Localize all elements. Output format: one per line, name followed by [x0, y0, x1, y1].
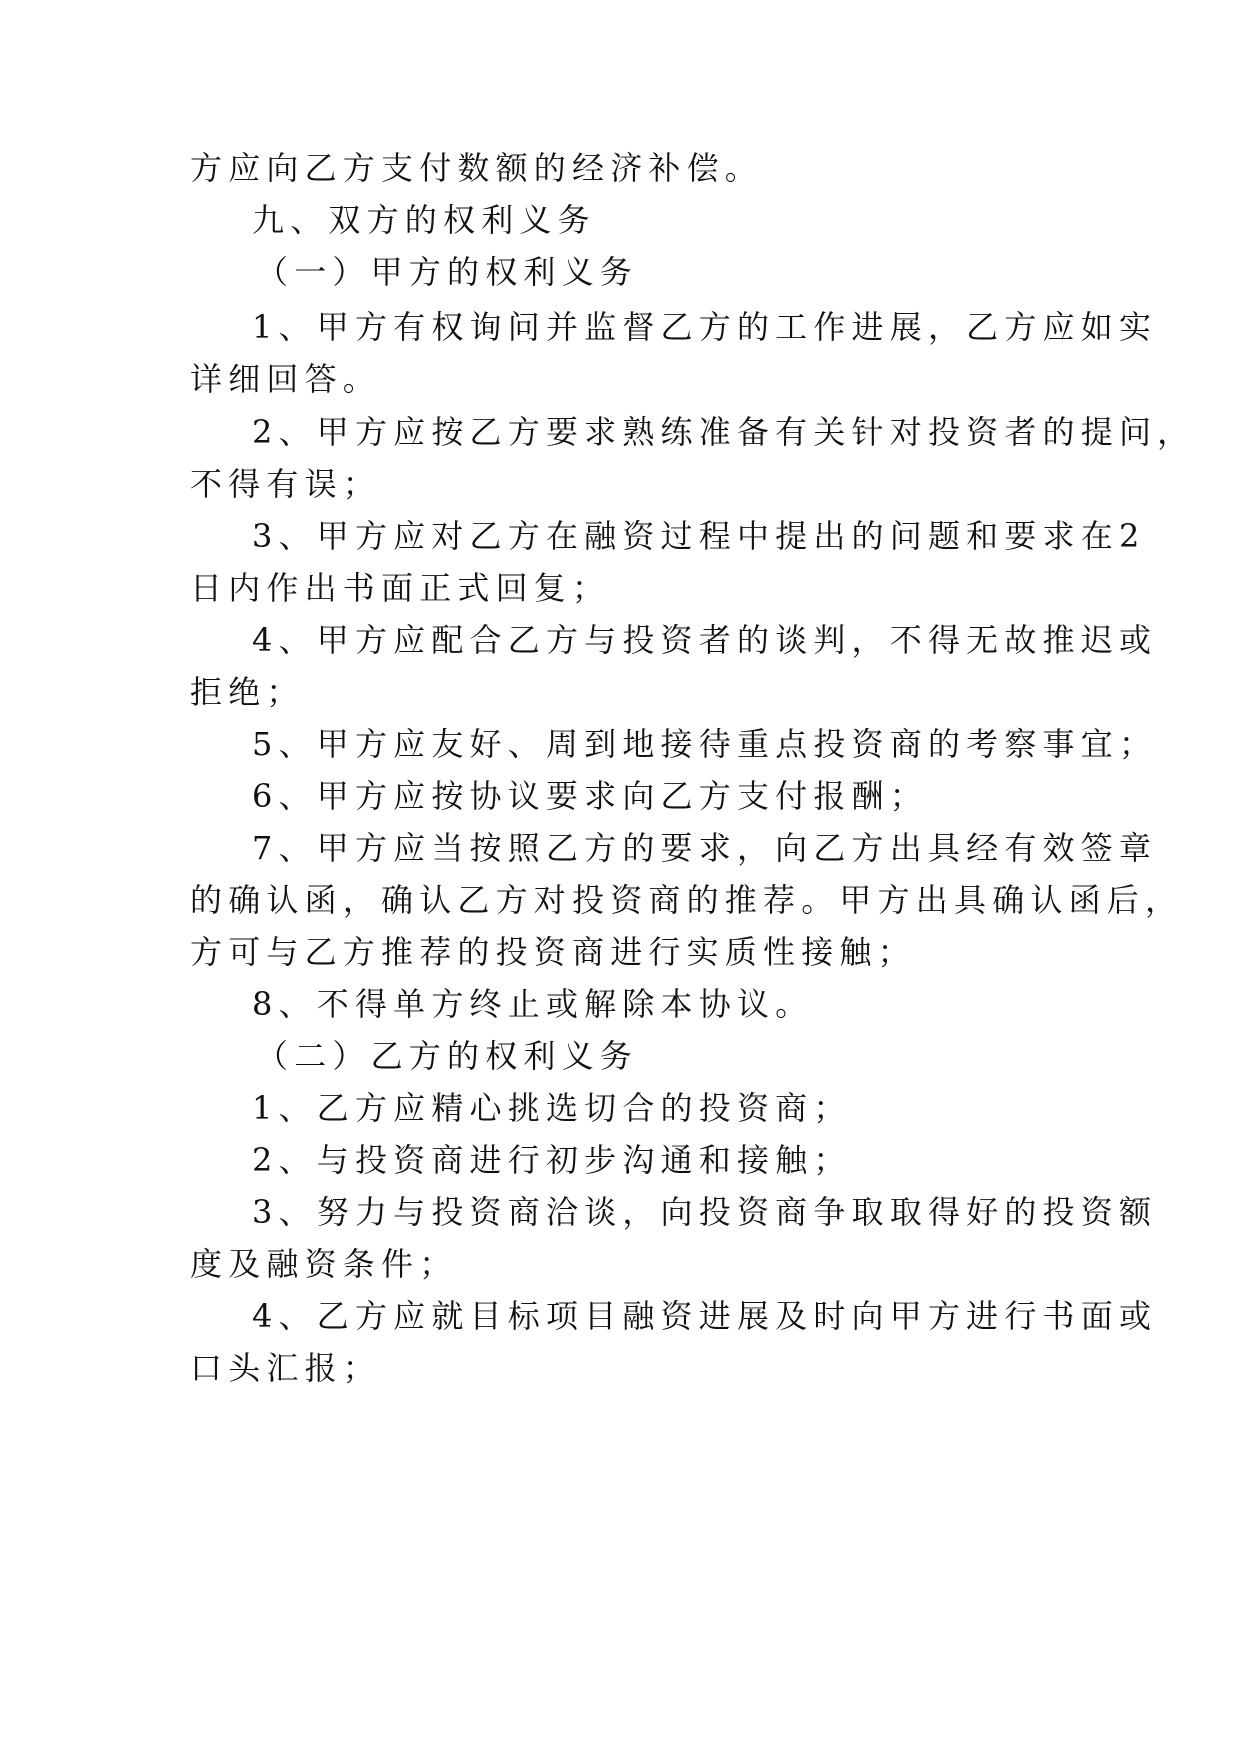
paragraph-line: 拒绝；	[190, 673, 305, 711]
section-heading: 九、双方的权利义务	[252, 201, 596, 239]
paragraph-line: 1、甲方有权询问并监督乙方的工作进展，乙方应如实	[252, 308, 1158, 346]
paragraph-line: 3、努力与投资商洽谈，向投资商争取取得好的投资额	[252, 1193, 1158, 1231]
subsection-heading: （一）甲方的权利义务	[256, 253, 639, 291]
paragraph-line: 4、乙方应就目标项目融资进展及时向甲方进行书面或	[252, 1297, 1158, 1335]
paragraph-line: 1、乙方应精心挑选切合的投资商；	[252, 1089, 852, 1127]
paragraph-line: 7、甲方应当按照乙方的要求，向乙方出具经有效签章	[252, 829, 1158, 867]
subsection-heading: （二）乙方的权利义务	[256, 1037, 639, 1075]
paragraph-line: 2、与投资商进行初步沟通和接触；	[252, 1141, 852, 1179]
paragraph-line: 方可与乙方推荐的投资商进行实质性接触；	[190, 933, 916, 971]
paragraph-line: 3、甲方应对乙方在融资过程中提出的问题和要求在2	[252, 517, 1146, 555]
paragraph-line: 度及融资条件；	[190, 1245, 458, 1283]
paragraph-line: 的确认函，确认乙方对投资商的推荐。甲方出具确认函后，	[190, 881, 1184, 919]
paragraph-line: 8、不得单方终止或解除本协议。	[252, 985, 814, 1023]
paragraph-line: 4、甲方应配合乙方与投资者的谈判，不得无故推迟或	[252, 621, 1158, 659]
paragraph-line: 口头汇报；	[190, 1349, 382, 1387]
paragraph-line: 2、甲方应按乙方要求熟练准备有关针对投资者的提问，	[252, 413, 1196, 451]
paragraph-line: 方应向乙方支付数额的经济补偿。	[190, 149, 764, 187]
paragraph-line: 6、甲方应按协议要求向乙方支付报酬；	[252, 777, 928, 815]
paragraph-line: 5、甲方应友好、周到地接待重点投资商的考察事宜；	[252, 725, 1158, 763]
paragraph-line: 详细回答。	[190, 360, 382, 398]
paragraph-line: 不得有误；	[190, 465, 382, 503]
paragraph-line: 日内作出书面正式回复；	[190, 569, 611, 607]
